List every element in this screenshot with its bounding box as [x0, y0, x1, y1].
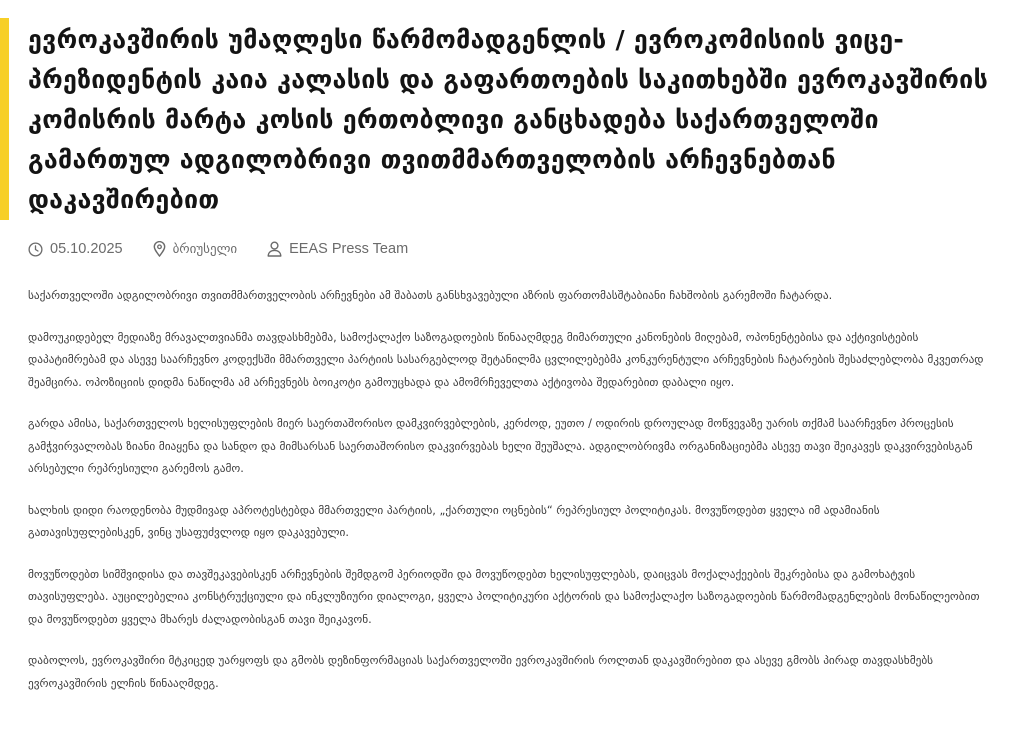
article-body	[28, 285, 988, 714]
date-text: 05.10.2025	[50, 241, 123, 257]
location-text: ბრიუსელი	[172, 241, 238, 257]
user-icon	[267, 241, 282, 257]
meta-date	[28, 241, 123, 257]
paragraph: დამოუკიდებელ მედიაზე მრავალთვიანმა თავდასხმებმა, სამოქალაქო საზოგადოების წინააღმდეგ მიმართული კანონების მიღებამ, ოპონენტებისა და აქტივისტების დაპატიმრებამ და ასევე საარჩევნო კოდექსში მმართველი პარტიის სასარგებლოდ შეტანილმა ცვლილებებმა კონკურენტული არჩევნების ჩატარების შესაძლებლობა მკვეთრად შეამცირა. ოპოზიციის დიდმა ნაწილმა ამ არჩევნებს ბოიკოტი გამოუცხადა და ამომრჩეველთა აქტივობა შედარებით დაბალი იყო.	[28, 330, 984, 389]
clock-icon	[28, 242, 43, 257]
paragraph: საქართველოში ადგილობრივი თვითმმართველობის არჩევნები ამ შაბათს განსხვავებული აზრის ფართომასშტაბიანი ჩახშობის გარემოში ჩატარდა.	[28, 289, 833, 302]
meta-location	[153, 241, 238, 257]
author-text: EEAS Press Team	[289, 241, 409, 257]
paragraph: მოვუწოდებთ სიმშვიდისა და თავშეკავებისკენ არჩევნების შემდგომ პერიოდში და მოვუწოდებთ ხელისუფლებას, დაიცვას მოქალაქეების შეკრებისა და გამოხატვის თავისუფლება. აუცილებელია კონსტრუქციული და ინკლუზიური დიალოგი, ყველა პოლიტიკური აქტორის და სამოქალაქო საზოგადოების წარმომადგენლების მონაწილეობით და მოვუწოდებთ ყველა მხარეს ძალადობისგან თავი შეიკავონ.	[28, 567, 980, 626]
article-title: ევროკავშირის უმაღლესი წარმომადგენლის / ევროკომისიის ვიცე-პრეზიდენტის კაია კალასის და გაფართოების საკითხებში ევროკავშირის კომისრის მარტა კოსის ერთობლივი განცხადება საქართველოში გამართულ ადგილობრივი თვითმმართველობის არჩევნებთან დაკავშირებით	[28, 25, 989, 214]
article-meta	[28, 236, 438, 262]
paragraph: ხალხის დიდი რაოდენობა მუდმივად აპროტესტებდა მმართველი პარტიის, „ქართული ოცნების“ რეპრესიულ პოლიტიკას. მოვუწოდებთ ყველა იმ ადამიანის გათავისუფლებისკენ, ვინც უსაფუძვლოდ იყო დაკავებული.	[28, 503, 880, 539]
map-pin-icon	[153, 241, 166, 257]
paragraph: გარდა ამისა, საქართველოს ხელისუფლების მიერ საერთაშორისო დამკვირვებლების, კერძოდ, ეუთო / ოდირის დროულად მოწვევაზე უარის თქმამ საარჩევნო პროცესის გამჭვირვალობას ზიანი მიაყენა და სანდო და მიმსარსან საერთაშორისო დაკვირვებას ხელი შეუშალა. ადგილობრივმა ორგანიზაციებმა ასევე თავი შეიკავეს დაკვირვებისგან არსებული რეპრესიული გარემოს გამო.	[28, 417, 973, 475]
meta-author	[267, 241, 408, 257]
title-accent-bar	[0, 18, 9, 220]
paragraph: დაბოლოს, ევროკავშირი მტკიცედ უარყოფს და გმობს დეზინფორმაციას საქართველოში ევროკავშირის როლთან დაკავშირებით და ასევე გმობს პირად თავდასხმებს ევროკავშირის ელჩის წინააღმდეგ.	[28, 654, 934, 690]
